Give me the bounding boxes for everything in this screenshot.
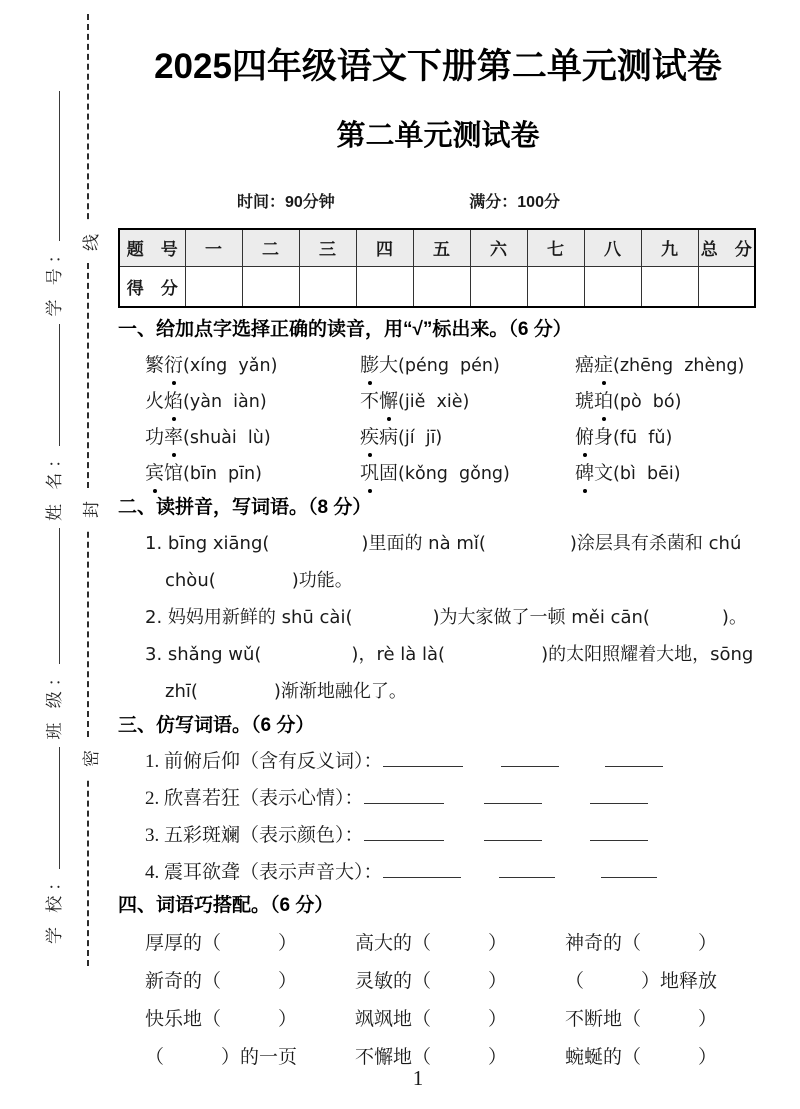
collocation-item: 快乐地（ ） [145, 1009, 298, 1030]
answer-blank-line [383, 747, 463, 767]
collocation-item: 新奇的（ ） [145, 971, 298, 992]
target-word [145, 355, 183, 376]
pinyin-options: (jiě xiè) [398, 392, 470, 412]
question-line [118, 780, 758, 817]
dotted-character: 膨 [360, 351, 379, 381]
name-field-label: 姓 名： [45, 445, 64, 521]
answer-space [198, 695, 274, 697]
pinyin-options: (yàn iàn) [183, 392, 267, 412]
full-score-label: 满分：100分 [469, 194, 560, 211]
blank-gap [542, 839, 590, 841]
pronunciation-item [575, 459, 758, 495]
pronunciation-item [145, 351, 360, 387]
dotted-character: 碑 [575, 459, 594, 489]
student-info-strip [40, 90, 66, 944]
seal-char-mi [77, 738, 101, 778]
collocation-item: 飒飒地（ ） [355, 1009, 508, 1030]
pinyin-options: (bì bēi) [613, 464, 681, 484]
character: 火 [145, 391, 165, 412]
blank-gap [444, 839, 484, 841]
pronunciation-item [360, 351, 575, 387]
question-text: 1. 前俯后仰（含有反义词）： [145, 751, 383, 772]
question-line [118, 562, 758, 599]
section2-lines [118, 525, 758, 710]
pinyin-options: (fū fǔ) [613, 428, 673, 448]
target-word [145, 391, 183, 412]
class-field-blank [45, 528, 60, 664]
section4-collocation-grid [118, 925, 758, 1077]
pronunciation-item [145, 387, 360, 423]
seal-char-xian [77, 222, 101, 262]
answer-space [445, 658, 541, 660]
question-line [118, 525, 758, 562]
collocation-item: 不断地（ ） [565, 1009, 718, 1030]
answer-blank-line [605, 747, 663, 767]
school-field-label: 学 校： [45, 868, 64, 944]
dotted-character: 宾 [145, 459, 164, 489]
character: 繁 [145, 355, 165, 376]
character: 功 [145, 427, 165, 448]
score-empty-cell [584, 266, 641, 307]
answer-blank-line [499, 858, 555, 878]
target-word [360, 463, 398, 484]
dotted-character: 症 [594, 351, 613, 381]
question-line [118, 854, 758, 891]
pinyin-options: (bīn pīn) [183, 464, 262, 484]
dotted-character: 衍 [164, 351, 183, 381]
blank-gap [463, 765, 501, 767]
character: 不 [360, 391, 380, 412]
collocation-item: 不懈地（ ） [355, 1047, 508, 1068]
main-content [118, 0, 758, 1077]
question-text: 2. 欣喜若狂（表示心情）： [145, 788, 364, 809]
question-text: 3. shǎng wǔ( [145, 644, 262, 665]
pinyin-options: (zhēng zhèng) [613, 356, 745, 376]
section2-heading: 二、读拼音，写词语。（8 分） [118, 497, 372, 518]
section4-heading: 四、词语巧搭配。（6 分） [118, 895, 334, 916]
dotted-character: 珀 [594, 387, 613, 417]
score-table-header-cell: 八 [584, 229, 641, 266]
answer-space [269, 547, 361, 549]
answer-blank-line [601, 858, 657, 878]
seal-char-feng [77, 489, 101, 529]
time-label: 时间：90分钟 [237, 194, 335, 211]
question-text: 2. 妈妈用新鲜的 shū cài( [145, 607, 353, 628]
answer-blank-line [484, 821, 542, 841]
blank-gap [461, 876, 499, 878]
character: 大 [379, 355, 399, 376]
pinyin-options: (pò bó) [613, 392, 682, 412]
score-empty-cell [527, 266, 584, 307]
answer-blank-line [501, 747, 559, 767]
pinyin-options: (kǒng gǒng) [398, 464, 510, 484]
collocation-item: 蜿蜒的（ ） [565, 1047, 718, 1068]
collocation-item: 神奇的（ ） [565, 933, 718, 954]
score-table-header-cell: 题 号 [119, 229, 185, 266]
character: 癌 [575, 355, 595, 376]
score-table-header-cell: 四 [356, 229, 413, 266]
target-word [360, 427, 398, 448]
answer-blank-line [590, 784, 648, 804]
score-table-header-cell: 一 [185, 229, 242, 266]
dotted-character: 懈 [379, 387, 398, 417]
question-text: )功能。 [291, 570, 353, 591]
exam-meta [118, 189, 758, 211]
score-row-label: 得 分 [119, 266, 185, 307]
score-table [118, 228, 756, 308]
pinyin-options: (xíng yǎn) [183, 356, 278, 376]
question-text: zhī( [165, 681, 198, 702]
section3-lines [118, 743, 758, 891]
question-text: 4. 震耳欲聋（表示声音大）： [145, 862, 383, 883]
collocation-item: （ ）地释放 [565, 971, 718, 992]
school-field-blank [45, 747, 60, 869]
score-table-header-cell: 九 [641, 229, 698, 266]
score-empty-cell [356, 266, 413, 307]
pronunciation-item [145, 459, 360, 495]
page-subtitle: 第二单元测试卷 [336, 120, 540, 152]
section3-heading: 三、仿写词语。（6 分） [118, 715, 315, 736]
question-line [118, 673, 758, 710]
score-empty-cell [641, 266, 698, 307]
question-line [118, 817, 758, 854]
dotted-character: 巩 [360, 459, 379, 489]
seal-char-label: 线 [81, 233, 101, 251]
question-text: chòu( [165, 570, 216, 591]
answer-blank-line [364, 784, 444, 804]
score-table-header-cell: 总 分 [698, 229, 755, 266]
pinyin-options: (péng pén) [398, 356, 500, 376]
score-empty-cell [185, 266, 242, 307]
seal-char-label: 封 [81, 500, 101, 518]
answer-space [216, 584, 292, 586]
pronunciation-item [360, 459, 575, 495]
pinyin-options: (shuài lù) [183, 428, 271, 448]
answer-space [486, 547, 570, 549]
answer-blank-line [383, 858, 461, 878]
question-text: )渐渐地融化了。 [273, 681, 407, 702]
blank-gap [559, 765, 605, 767]
collocation-item: （ ）的一页 [145, 1047, 298, 1068]
pinyin-options: (jí jī) [398, 428, 443, 448]
dotted-character: 俯 [575, 423, 594, 453]
blank-gap [555, 876, 601, 878]
question-text: )，rè là là( [351, 644, 446, 665]
blank-gap [444, 802, 484, 804]
question-line [118, 599, 758, 636]
pronunciation-item [575, 351, 758, 387]
question-text: 1. bīng xiāng( [145, 533, 270, 554]
target-word [575, 463, 613, 484]
score-table-header-cell: 七 [527, 229, 584, 266]
score-empty-cell [698, 266, 755, 307]
pronunciation-item [575, 423, 758, 459]
dotted-character: 焰 [164, 387, 183, 417]
character: 固 [379, 463, 399, 484]
question-text: )涂层具有杀菌和 chú [569, 533, 742, 554]
pronunciation-item [575, 387, 758, 423]
target-word [360, 391, 398, 412]
dotted-character: 率 [164, 423, 183, 453]
collocation-item: 厚厚的（ ） [145, 933, 298, 954]
pronunciation-item [360, 387, 575, 423]
question-text: )为大家做了一顿 měi cān( [432, 607, 650, 628]
score-table-header-cell: 二 [242, 229, 299, 266]
character: 琥 [575, 391, 595, 412]
section1-pronunciation-grid [118, 351, 758, 495]
score-empty-cell [470, 266, 527, 307]
score-table-header-cell: 五 [413, 229, 470, 266]
character: 病 [379, 427, 399, 448]
collocation-item: 灵敏的（ ） [355, 971, 508, 992]
pronunciation-item [145, 423, 360, 459]
target-word [360, 355, 398, 376]
question-text: 3. 五彩斑斓（表示颜色）： [145, 825, 364, 846]
dotted-character: 疾 [360, 423, 379, 453]
score-table-header-cell: 六 [470, 229, 527, 266]
question-text: )。 [721, 607, 747, 628]
question-line [118, 743, 758, 780]
page-number: 1 [412, 1066, 424, 1090]
question-line [118, 636, 758, 673]
target-word [145, 427, 183, 448]
answer-space [261, 658, 351, 660]
score-empty-cell [413, 266, 470, 307]
answer-blank-line [364, 821, 444, 841]
name-field-blank [45, 324, 60, 446]
score-empty-cell [242, 266, 299, 307]
student-number-field-label: 学 号： [45, 241, 64, 317]
question-text: )的太阳照耀着大地，sōng [541, 644, 754, 665]
blank-gap [542, 802, 590, 804]
score-table-header-cell: 三 [299, 229, 356, 266]
page-title: 2025四年级语文下册第二单元测试卷 [154, 47, 722, 86]
class-field-label: 班 级： [45, 664, 64, 740]
target-word [575, 391, 613, 412]
score-empty-cell [299, 266, 356, 307]
character: 馆 [164, 463, 184, 484]
section1-heading: 一、给加点字选择正确的读音，用“√”标出来。（6 分） [118, 319, 572, 340]
target-word [575, 355, 613, 376]
question-text: )里面的 nà mǐ( [361, 533, 486, 554]
student-number-field-blank [45, 91, 60, 241]
collocation-item: 高大的（ ） [355, 933, 508, 954]
answer-space [650, 621, 722, 623]
seal-char-label: 密 [81, 749, 101, 767]
pronunciation-item [360, 423, 575, 459]
character: 身 [594, 427, 614, 448]
answer-blank-line [590, 821, 648, 841]
target-word [145, 463, 183, 484]
target-word [575, 427, 613, 448]
character: 文 [594, 463, 614, 484]
answer-blank-line [484, 784, 542, 804]
answer-space [352, 621, 432, 623]
